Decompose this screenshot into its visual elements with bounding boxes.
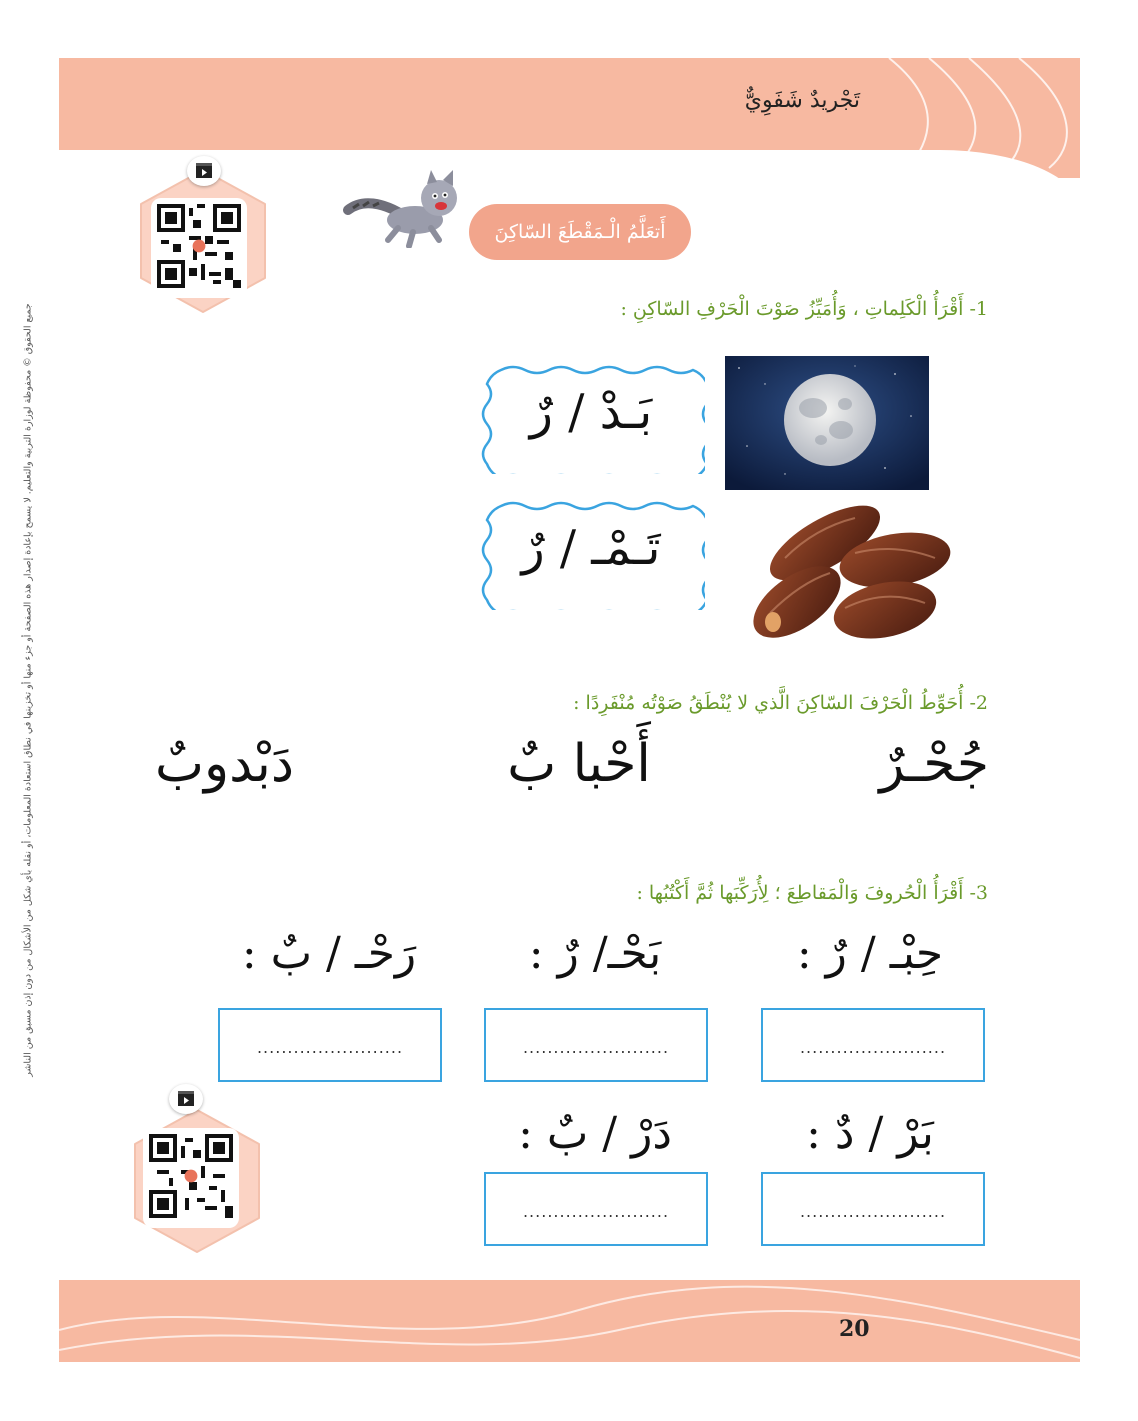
exercise3-syllables-3: رَحْـ / بٌ : bbox=[241, 928, 417, 979]
qr-code-top[interactable] bbox=[151, 198, 247, 298]
video-icon[interactable] bbox=[187, 156, 221, 186]
exercise2-word-2[interactable]: أَحْبا بٌ bbox=[507, 734, 651, 794]
exercise2-word-1[interactable]: جُحْـرٌ bbox=[879, 734, 989, 794]
answer-box-1[interactable] bbox=[761, 1008, 985, 1082]
page-number: 20 bbox=[839, 1316, 870, 1342]
worksheet-page bbox=[59, 58, 1080, 1362]
copyright-text: جميع الحقوق © محفوظة لوزارة التربية والتعليم. لا يسمح بإعادة إصدار هذه الصفحة أو جزء منها أو تخزينها في نطاق استعادة المعلومات، أو نقله بأي شكل من الأشكال من دون إذن مسبق من الناشر bbox=[22, 303, 34, 1077]
exercise2-instruction: 2- أُحَوِّطُ الْحَرْفَ السّاكِنَ الَّذي لا يُنْطَقُ صَوْتُه مُنْفَرِدًا : bbox=[573, 692, 988, 714]
answer-line: ........................ bbox=[522, 1202, 670, 1221]
answer-box-4[interactable] bbox=[761, 1172, 985, 1246]
copyright-note bbox=[22, 303, 34, 1077]
exercise3-instruction: 3- أَقْرَأُ الْحُروفَ وَالْمَقاطِعَ ؛ لِأُرَكِّبَها ثُمَّ أَكْتُبُها : bbox=[636, 882, 988, 904]
cat-mascot-icon bbox=[343, 168, 473, 248]
dates-image bbox=[745, 498, 955, 648]
answer-line: ........................ bbox=[522, 1038, 670, 1057]
exercise3-syllables-5: دَرْ / بٌ : bbox=[518, 1108, 672, 1159]
exercise1-instruction: 1- أَقْرَأُ الْكَلِماتِ ، وَأُمَيِّزُ صَوْتَ الْحَرْفِ السّاكِنِ : bbox=[620, 298, 988, 320]
moon-image bbox=[725, 356, 929, 490]
answer-line: ........................ bbox=[256, 1038, 404, 1057]
exercise3-syllables-1: حِبْـ / رٌ : bbox=[796, 928, 944, 979]
exercise1-word-2: تَـمْـ / رٌ bbox=[521, 520, 661, 576]
lesson-badge: أَتعَلَّمُ الْـمَقْطَعَ السّاكِنَ bbox=[469, 204, 691, 260]
answer-line: ........................ bbox=[799, 1038, 947, 1057]
footer-decoration bbox=[59, 1280, 1080, 1362]
answer-box-3[interactable] bbox=[218, 1008, 442, 1082]
exercise3-syllables-2: بَحْـ/ رٌ : bbox=[528, 928, 662, 979]
video-icon[interactable] bbox=[169, 1084, 203, 1114]
exercise2-word-3[interactable]: دَبْدوبٌ bbox=[155, 734, 294, 794]
answer-box-2[interactable] bbox=[484, 1008, 708, 1082]
answer-box-5[interactable] bbox=[484, 1172, 708, 1246]
answer-line: ........................ bbox=[799, 1202, 947, 1221]
exercise1-word-1: بَـدْ / رٌ bbox=[529, 384, 653, 440]
page-title: تَجْريدٌ شَفَوِيٌّ bbox=[744, 88, 860, 113]
exercise3-syllables-4: بَرْ / دٌ : bbox=[806, 1108, 934, 1159]
qr-code-bottom[interactable] bbox=[143, 1128, 239, 1228]
